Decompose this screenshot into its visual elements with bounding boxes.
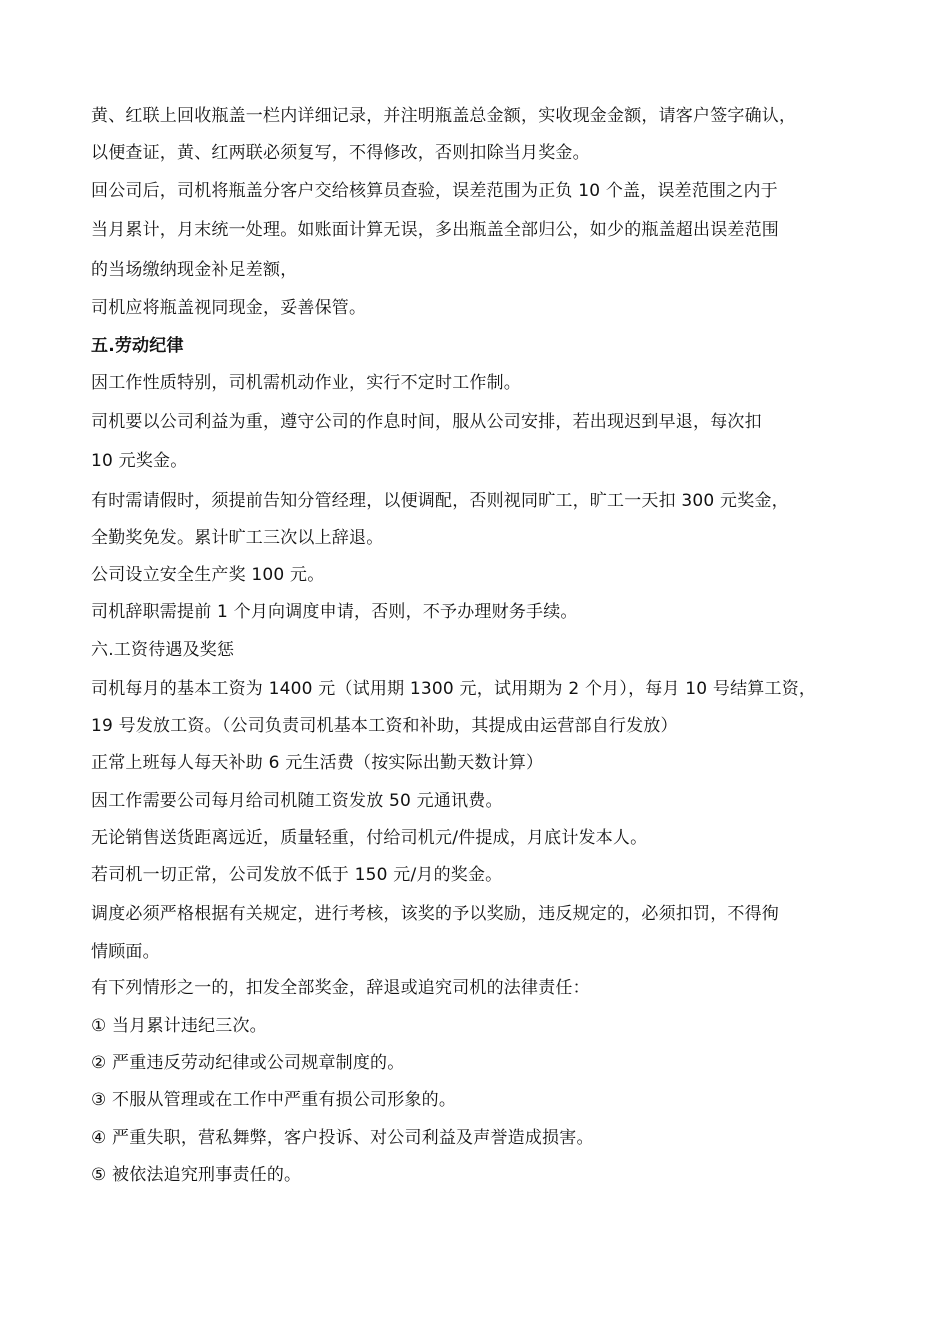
paragraph-line: 有时需请假时，须提前告知分管经理，以便调配，否则视同旷工，旷工一天扣 300 元奖金， — [91, 491, 789, 511]
paragraph-line: 公司设立安全生产奖 100 元。 — [91, 565, 325, 585]
paragraph-line: 有下列情形之一的，扣发全部奖金，辞退或追究司机的法律责任： — [91, 978, 590, 998]
paragraph-line: 19 号发放工资。（公司负责司机基本工资和补助，其提成由运营部自行发放） — [91, 716, 678, 736]
paragraph-line: 无论销售送货距离远近，质量轻重，付给司机元/件提成，月底计发本人。 — [91, 828, 648, 848]
paragraph-line: 回公司后，司机将瓶盖分客户交给核算员查验，误差范围为正负 10 个盖，误差范围之内于 — [91, 181, 778, 201]
paragraph-line: 因工作需要公司每月给司机随工资发放 50 元通讯费。 — [91, 791, 503, 811]
paragraph-line: 10 元奖金。 — [91, 451, 188, 471]
paragraph-line: 正常上班每人每天补助 6 元生活费（按实际出勤天数计算） — [91, 753, 544, 773]
paragraph-line: 当月累计，月末统一处理。如账面计算无误，多出瓶盖全部归公，如少的瓶盖超出误差范围 — [91, 220, 779, 240]
paragraph-line: 情顾面。 — [91, 942, 160, 962]
paragraph-line: 的当场缴纳现金补足差额， — [91, 260, 298, 280]
paragraph-line: 若司机一切正常，公司发放不低于 150 元/月的奖金。 — [91, 865, 503, 885]
document-page — [91, 96, 881, 1194]
paragraph-line: 司机应将瓶盖视同现金，妥善保管。 — [91, 298, 367, 318]
section-heading-labor-discipline: 五.劳动纪律 — [91, 336, 184, 356]
paragraph-line: 以便查证，黄、红两联必须复写，不得修改，否则扣除当月奖金。 — [91, 143, 590, 163]
paragraph-line: 司机辞职需提前 1 个月向调度申请，否则，不予办理财务手续。 — [91, 602, 578, 622]
list-item: ⑤ 被依法追究刑事责任的。 — [91, 1165, 302, 1185]
list-item: ③ 不服从管理或在工作中严重有损公司形象的。 — [91, 1090, 457, 1110]
paragraph-line: 黄、红联上回收瓶盖一栏内详细记录，并注明瓶盖总金额，实收现金金额，请客户签字确认， — [91, 106, 797, 126]
paragraph-line: 因工作性质特别，司机需机动作业，实行不定时工作制。 — [91, 373, 521, 393]
paragraph-line: 司机每月的基本工资为 1400 元（试用期 1300 元，试用期为 2 个月），每月 10 号结算工资， — [91, 679, 817, 699]
paragraph-line: 调度必须严格根据有关规定，进行考核，该奖的予以奖励，违反规定的，必须扣罚，不得徇 — [91, 904, 779, 924]
list-item: ② 严重违反劳动纪律或公司规章制度的。 — [91, 1053, 405, 1073]
paragraph-line: 全勤奖免发。累计旷工三次以上辞退。 — [91, 528, 384, 548]
section-heading-wages: 六.工资待遇及奖惩 — [91, 640, 235, 660]
list-item: ① 当月累计违纪三次。 — [91, 1016, 267, 1036]
list-item: ④ 严重失职，营私舞弊，客户投诉、对公司利益及声誉造成损害。 — [91, 1128, 594, 1148]
paragraph-line: 司机要以公司利益为重，遵守公司的作息时间，服从公司安排，若出现迟到早退，每次扣 — [91, 412, 762, 432]
